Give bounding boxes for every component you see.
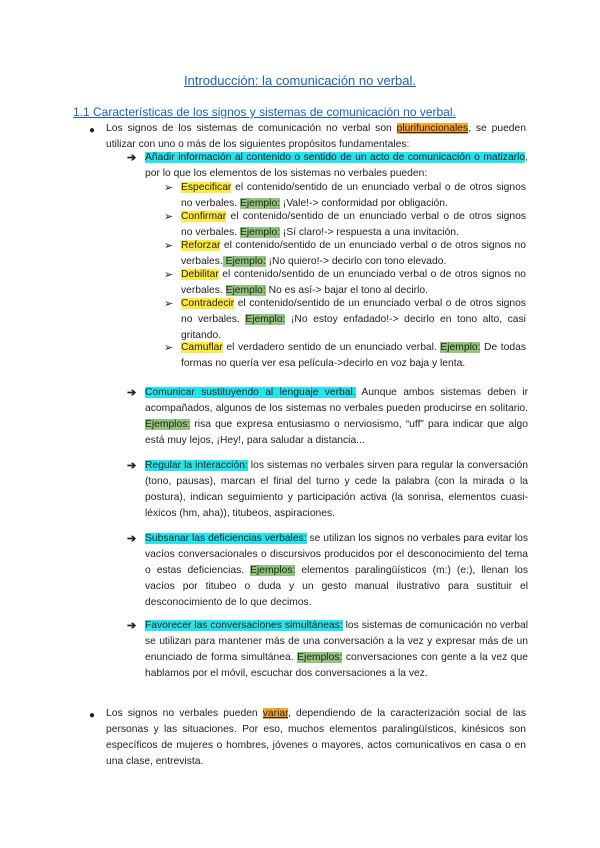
text: Los signos no verbales pueden bbox=[106, 708, 263, 719]
paragraph-plurifuncionales bbox=[106, 121, 526, 153]
text: ¡Vale!-> conformidad por obligación. bbox=[280, 197, 448, 209]
triangle-bullet: ➢ bbox=[164, 211, 174, 223]
text: el verdadero sentido de un enunciado verbal. bbox=[222, 342, 441, 353]
paragraph-variar bbox=[106, 706, 526, 770]
highlight-plurifuncionales: plurifuncionales bbox=[396, 123, 469, 134]
text: el contenido/sentido de un enunciado verbal o de otros signos no verbales. bbox=[181, 211, 526, 238]
text: ¡No quiero!-> decirlo con tono elevado. bbox=[265, 255, 447, 267]
highlight-verb: Contradecir bbox=[181, 298, 235, 309]
arrow-bullet: ➔ bbox=[127, 460, 137, 472]
subitem-debilitar bbox=[181, 267, 526, 299]
text: De todas formas no quería ver esa película->decirlo en voz baja y lenta. bbox=[181, 342, 526, 369]
arrow-bullet: ➔ bbox=[127, 620, 137, 632]
text: el contenido/sentido de un enunciado verbal o de otros signos no verbales. bbox=[181, 298, 526, 325]
page-title: Introducción: la comunicación no verbal. bbox=[184, 73, 416, 88]
triangle-bullet: ➢ bbox=[164, 240, 174, 252]
arrow-bullet: ➔ bbox=[127, 387, 137, 399]
highlight-subsanar: Subsanar las deficiencias verbales: bbox=[145, 533, 307, 544]
highlight-favorecer: Favorecer las conversaciones simultáneas: bbox=[145, 620, 343, 631]
subitem-reforzar bbox=[181, 238, 526, 270]
text: los sistemas de comunicación no verbal se utilizan para mantener más de una conversación a la vez y expresar más de un enunciado de forma simultánea. bbox=[145, 620, 528, 663]
subitem-confirmar bbox=[181, 209, 526, 241]
item-anadir-informacion bbox=[145, 150, 528, 182]
highlight-verb: Confirmar bbox=[181, 211, 227, 222]
highlight-ejemplo: Ejemplo: bbox=[440, 342, 481, 353]
highlight-verb: Debilitar bbox=[181, 269, 219, 280]
text: risa que expresa entusiasmo o nerviosismo, “uff” para indicar que algo está muy lejos, ¡Hey!, para saludar a distancia... bbox=[145, 418, 528, 446]
highlight-verb: Reforzar bbox=[181, 240, 221, 251]
item-regular-interaccion bbox=[145, 458, 528, 522]
text: el contenido/sentido de un enunciado verbal o de otros signos no verbales. bbox=[181, 182, 526, 209]
subitem-contradecir bbox=[181, 296, 526, 344]
subitem-especificar bbox=[181, 180, 526, 212]
highlight-ejemplos: Ejemplos: bbox=[297, 651, 343, 663]
text: se utilizan los signos no verbales para evitar los vacíos conversacionales o discursivos producidos por el desconocimiento del tema o estas deficiencias. bbox=[145, 533, 528, 576]
subitem-camuflar bbox=[181, 340, 526, 372]
item-comunicar-sustituyendo bbox=[145, 385, 528, 449]
arrow-bullet: ➔ bbox=[127, 152, 137, 164]
bullet-point: ● bbox=[89, 125, 96, 136]
highlight-ejemplos: Ejemplos: bbox=[250, 564, 296, 576]
text: Los signos de los sistemas de comunicación no verbal son bbox=[106, 123, 397, 134]
text: conversaciones con gente a la vez que hablamos por el móvil, escuchar dos conversaciones a la vez. bbox=[145, 651, 528, 679]
triangle-bullet: ➢ bbox=[164, 182, 174, 194]
text: el contenido/sentido de un enunciado verbal o de otros signos no verbales. bbox=[181, 240, 526, 267]
text: Aunque ambos sistemas deben ir acompañados, algunos de los sistemas no verbales pueden producirse en solitario. bbox=[145, 387, 528, 414]
triangle-bullet: ➢ bbox=[164, 298, 174, 310]
highlight-comunicar: Comunicar sustituyendo al lenguaje verbal. bbox=[145, 387, 356, 398]
highlight-verb: Camuflar bbox=[181, 342, 223, 353]
highlight-verb: Especificar bbox=[181, 182, 232, 193]
item-subsanar-deficiencias bbox=[145, 531, 528, 611]
text: el contenido/sentido de un enunciado verbal o de otros signos no verbales. bbox=[181, 269, 526, 296]
arrow-bullet: ➔ bbox=[127, 533, 137, 545]
highlight-variar: variar bbox=[262, 708, 288, 719]
highlight-ejemplo: Ejemplo: bbox=[225, 284, 266, 296]
triangle-bullet: ➢ bbox=[164, 342, 174, 354]
text: ¡No estoy enfadado!-> decirlo en tono alto, casi gritando. bbox=[181, 313, 526, 341]
highlight-ejemplo: Ejemplo: bbox=[222, 255, 266, 267]
text: No es así-> bajar el tono al decirlo. bbox=[265, 284, 428, 296]
text: elementos paralingüísticos (m:) (e:), llenan los vacíos por titubeo o duda y un gesto manual ilustrativo para sustituir el desconocimiento de lo que decimos. bbox=[145, 564, 528, 608]
highlight-regular: Regular la interacción: bbox=[145, 460, 248, 471]
text: , por lo que los elementos de los sistemas no verbales pueden: bbox=[145, 152, 528, 179]
section-heading[interactable]: 1.1 Características de los signos y sistemas de comunicación no verbal. bbox=[73, 105, 456, 119]
highlight-ejemplo: Ejemplo: bbox=[245, 313, 286, 325]
triangle-bullet: ➢ bbox=[164, 269, 174, 281]
bullet-point: ● bbox=[89, 710, 96, 721]
text: los sistemas no verbales sirven para regular la conversación (tono, pausas), marcan el final del turno y cede la palabra (con la mirada o la postura), indican seguimiento y participación activa (la sonrisa, elementos cuasi-léxicos (hm, aha)), titubeos, aspiraciones. bbox=[145, 460, 528, 519]
highlight-anadir-informacion: Añadir información al contenido o sentido de un acto de comunicación o matizarlo bbox=[145, 152, 526, 163]
text: , dependiendo de la caracterización social de las personas y las situaciones. Por eso, muchos elementos paralingüísticos, kinésicos son específicos de mujeres o hombres, jóvenes o mayores, actos comunicativos en casa o en una clase, entrevista. bbox=[106, 708, 526, 767]
item-favorecer-conversaciones bbox=[145, 618, 528, 682]
text: , se pueden utilizar con uno o más de los siguientes propósitos fundamentales: bbox=[106, 123, 526, 150]
highlight-ejemplos: Ejemplos: bbox=[145, 418, 191, 430]
highlight-ejemplo: Ejemplo: bbox=[239, 197, 281, 209]
highlight-ejemplo: Ejemplo: bbox=[239, 226, 281, 238]
text: ¡Sí claro!-> respuesta a una invitación. bbox=[280, 226, 459, 238]
